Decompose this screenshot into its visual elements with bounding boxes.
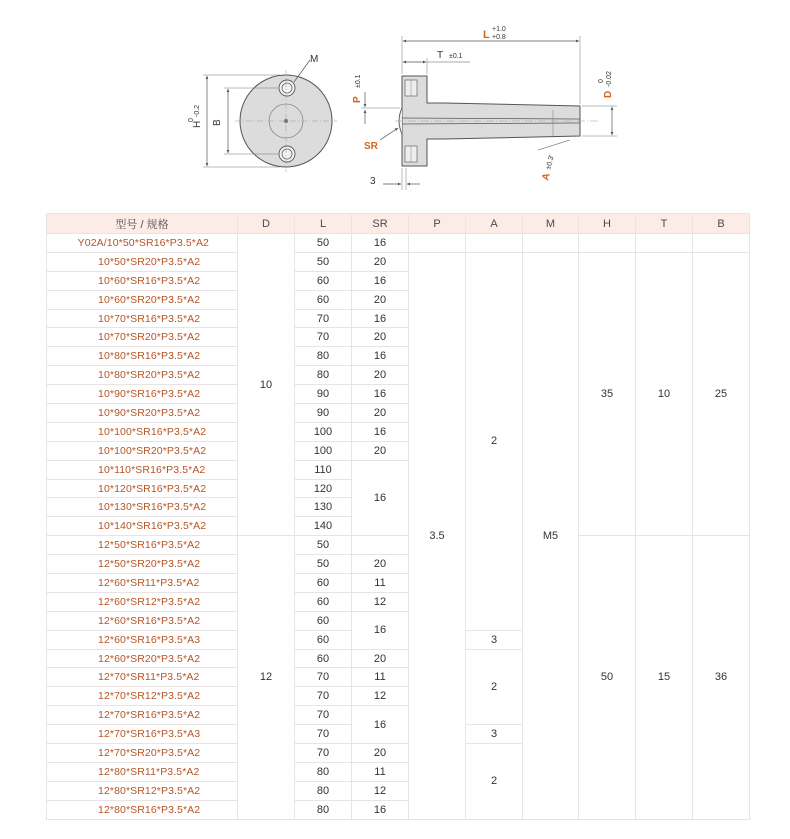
label-L-upper: +1.0 (492, 26, 506, 33)
header-L: L (295, 214, 352, 234)
cell-SR: 20 (352, 555, 409, 574)
cell-SR: 20 (352, 328, 409, 347)
cell-L: 110 (295, 460, 352, 479)
cell-model: 12*60*SR16*P3.5*A3 (47, 630, 238, 649)
cell-model: 12*70*SR20*P3.5*A2 (47, 744, 238, 763)
cell-B (693, 234, 750, 253)
cell-L: 80 (295, 800, 352, 819)
header-model: 型号 / 规格 (47, 214, 238, 234)
label-A: A (540, 171, 553, 182)
label-3: 3 (370, 176, 376, 187)
cell-L: 70 (295, 687, 352, 706)
cell-L: 70 (295, 744, 352, 763)
cell-A: 2 (466, 252, 523, 630)
cell-A: 2 (466, 649, 523, 725)
cell-L: 80 (295, 366, 352, 385)
cell-model: 10*60*SR20*P3.5*A2 (47, 290, 238, 309)
cell-SR: 11 (352, 574, 409, 593)
cell-L: 60 (295, 592, 352, 611)
cell-model: 12*60*SR20*P3.5*A2 (47, 649, 238, 668)
cell-L: 100 (295, 422, 352, 441)
cell-L: 50 (295, 536, 352, 555)
cell-model: 10*50*SR20*P3.5*A2 (47, 252, 238, 271)
cell-SR: 20 (352, 366, 409, 385)
cell-model: 12*80*SR12*P3.5*A2 (47, 781, 238, 800)
header-T: T (636, 214, 693, 234)
cell-H (579, 234, 636, 253)
cell-L: 60 (295, 611, 352, 630)
cell-model: 10*80*SR16*P3.5*A2 (47, 347, 238, 366)
cell-model: 12*60*SR12*P3.5*A2 (47, 592, 238, 611)
cell-P: 3.5 (409, 252, 466, 819)
label-T-tol: ±0.1 (449, 53, 463, 60)
cell-model: 12*80*SR16*P3.5*A2 (47, 800, 238, 819)
cell-model: 10*100*SR16*P3.5*A2 (47, 422, 238, 441)
cell-P (409, 234, 466, 253)
cell-SR (352, 536, 409, 555)
label-A-tol: ±0.3' (545, 154, 556, 171)
table-row (47, 234, 750, 253)
cell-model: 12*60*SR11*P3.5*A2 (47, 574, 238, 593)
label-L-lower: +0.8 (492, 34, 506, 41)
cell-SR: 11 (352, 668, 409, 687)
cell-SR: 20 (352, 290, 409, 309)
cell-L: 80 (295, 762, 352, 781)
label-P: P (352, 96, 363, 103)
cell-SR: 12 (352, 781, 409, 800)
header-B: B (693, 214, 750, 234)
table-header-row (47, 214, 750, 234)
cell-L: 50 (295, 234, 352, 253)
header-H: H (579, 214, 636, 234)
cell-L: 60 (295, 574, 352, 593)
cell-SR: 16 (352, 347, 409, 366)
cell-model: 12*80*SR11*P3.5*A2 (47, 762, 238, 781)
cell-SR: 16 (352, 611, 409, 649)
label-D-upper: 0 (598, 79, 605, 83)
cell-L: 60 (295, 290, 352, 309)
cell-A: 3 (466, 725, 523, 744)
cell-model: 12*50*SR20*P3.5*A2 (47, 555, 238, 574)
cell-L: 60 (295, 630, 352, 649)
cell-SR: 16 (352, 422, 409, 441)
spec-table (46, 213, 750, 820)
cell-D: 10 (238, 234, 295, 536)
label-SR: SR (364, 141, 378, 152)
cell-L: 70 (295, 668, 352, 687)
table-row (47, 252, 750, 271)
cell-SR: 16 (352, 271, 409, 290)
cell-model: 10*90*SR20*P3.5*A2 (47, 404, 238, 423)
cell-SR: 20 (352, 404, 409, 423)
cell-L: 90 (295, 385, 352, 404)
table-body (47, 234, 750, 820)
cell-SR: 16 (352, 800, 409, 819)
cell-M (523, 234, 579, 253)
label-H: H (192, 120, 203, 128)
cell-model: 12*70*SR11*P3.5*A2 (47, 668, 238, 687)
header-SR: SR (352, 214, 409, 234)
cell-A: 3 (466, 630, 523, 649)
cell-SR: 20 (352, 649, 409, 668)
cell-model: 12*70*SR16*P3.5*A2 (47, 706, 238, 725)
label-T: T (437, 50, 444, 61)
cell-L: 100 (295, 441, 352, 460)
label-L: L (483, 29, 490, 41)
label-P-tol: ±0.1 (355, 74, 362, 88)
header-A: A (466, 214, 523, 234)
cell-SR: 11 (352, 762, 409, 781)
table-row (47, 536, 750, 555)
cell-model: 12*60*SR16*P3.5*A2 (47, 611, 238, 630)
cell-L: 60 (295, 271, 352, 290)
cell-A: 2 (466, 744, 523, 820)
cell-model: 10*100*SR20*P3.5*A2 (47, 441, 238, 460)
cell-L: 60 (295, 649, 352, 668)
cell-L: 50 (295, 252, 352, 271)
cell-model: 10*70*SR20*P3.5*A2 (47, 328, 238, 347)
cell-L: 120 (295, 479, 352, 498)
header-P: P (409, 214, 466, 234)
label-H-upper: 0 (188, 118, 195, 122)
cell-L: 90 (295, 404, 352, 423)
label-B: B (212, 119, 223, 126)
cell-SR: 16 (352, 706, 409, 744)
cell-L: 70 (295, 309, 352, 328)
cell-SR: 20 (352, 441, 409, 460)
cell-M: M5 (523, 252, 579, 819)
cell-model: 10*130*SR16*P3.5*A2 (47, 498, 238, 517)
cell-SR: 20 (352, 252, 409, 271)
cell-L: 70 (295, 725, 352, 744)
label-M: M (310, 54, 319, 65)
cell-model: Y02A/10*50*SR16*P3.5*A2 (47, 234, 238, 253)
cell-L: 50 (295, 555, 352, 574)
cell-L: 70 (295, 706, 352, 725)
cell-SR: 16 (352, 385, 409, 404)
technical-drawing (0, 0, 790, 200)
label-D: D (603, 90, 614, 98)
cell-SR: 16 (352, 309, 409, 328)
cell-SR: 20 (352, 744, 409, 763)
header-M: M (523, 214, 579, 234)
cell-model: 10*90*SR16*P3.5*A2 (47, 385, 238, 404)
header-D: D (238, 214, 295, 234)
label-H-lower: -0.2 (194, 104, 201, 117)
cell-model: 12*70*SR12*P3.5*A2 (47, 687, 238, 706)
cell-L: 80 (295, 347, 352, 366)
cell-model: 10*110*SR16*P3.5*A2 (47, 460, 238, 479)
cell-L: 140 (295, 517, 352, 536)
cell-B: 36 (693, 536, 750, 819)
side-view (352, 26, 617, 190)
cell-model: 10*140*SR16*P3.5*A2 (47, 517, 238, 536)
cell-model: 10*80*SR20*P3.5*A2 (47, 366, 238, 385)
cell-L: 130 (295, 498, 352, 517)
cell-model: 10*70*SR16*P3.5*A2 (47, 309, 238, 328)
cell-D: 12 (238, 536, 295, 819)
cell-B: 25 (693, 252, 750, 535)
cell-SR: 12 (352, 687, 409, 706)
front-view (188, 54, 337, 172)
cell-SR: 16 (352, 234, 409, 253)
cell-A (466, 234, 523, 253)
cell-model: 12*50*SR16*P3.5*A2 (47, 536, 238, 555)
cell-T: 10 (636, 252, 693, 535)
cell-H: 50 (579, 536, 636, 819)
cell-L: 70 (295, 328, 352, 347)
cell-T (636, 234, 693, 253)
cell-SR: 16 (352, 460, 409, 536)
cell-model: 10*120*SR16*P3.5*A2 (47, 479, 238, 498)
cell-L: 80 (295, 781, 352, 800)
cell-T: 15 (636, 536, 693, 819)
label-D-lower: -0.02 (606, 71, 613, 87)
cell-model: 10*60*SR16*P3.5*A2 (47, 271, 238, 290)
cell-SR: 12 (352, 592, 409, 611)
cell-H: 35 (579, 252, 636, 535)
cell-model: 12*70*SR16*P3.5*A3 (47, 725, 238, 744)
